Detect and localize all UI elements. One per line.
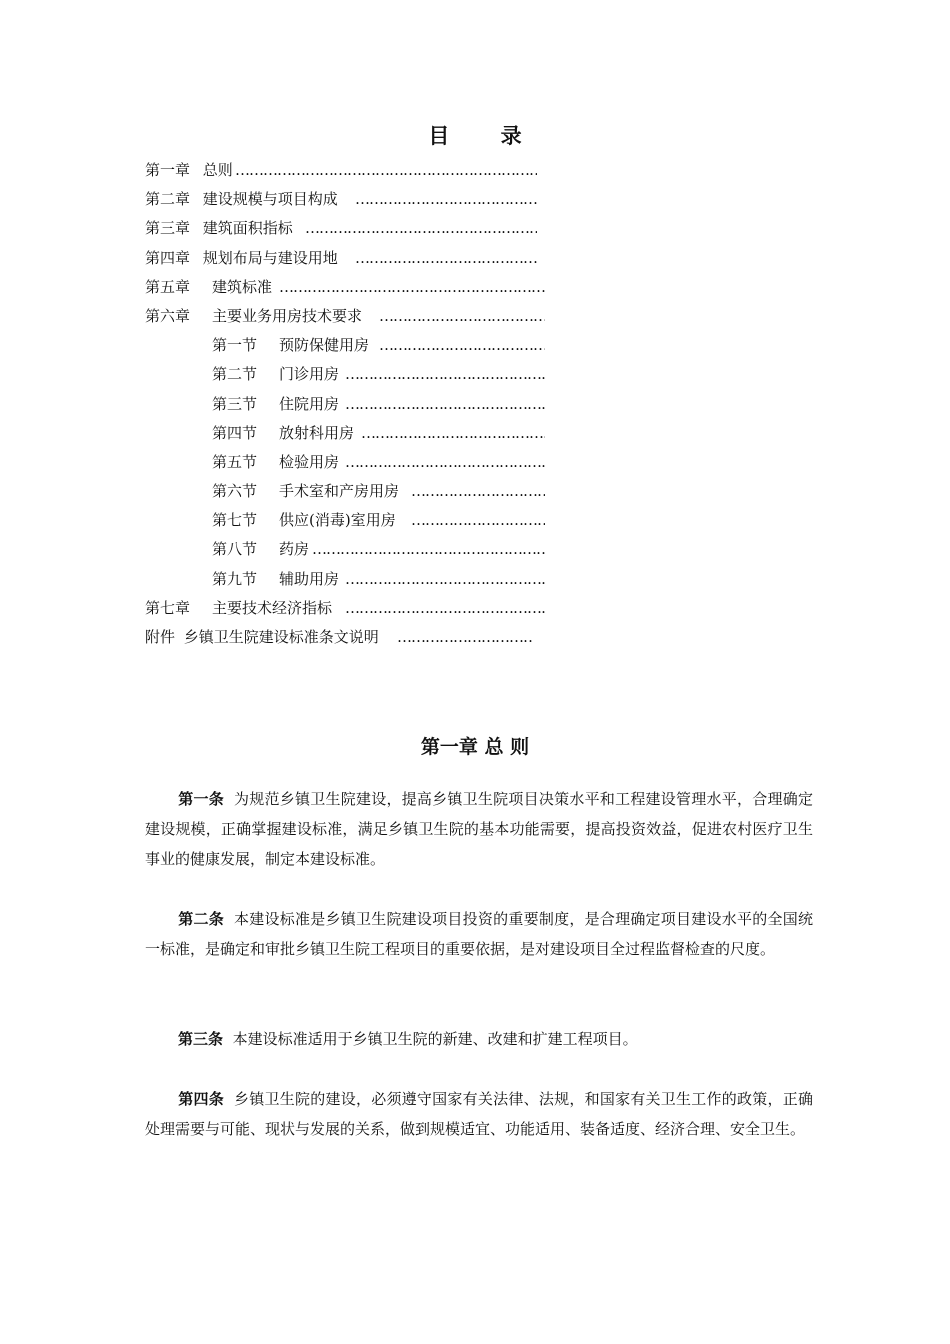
toc-entry-number: 第二节 xyxy=(212,365,258,384)
toc-entry-number: 第八节 xyxy=(212,540,258,559)
toc-leader-dots xyxy=(411,477,545,506)
article-label: 第二条 xyxy=(178,910,224,928)
article-1 xyxy=(145,784,813,874)
toc-leader-dots xyxy=(361,419,545,448)
toc-entry-number: 第五章 xyxy=(145,277,191,296)
toc-entry-number: 第二章 xyxy=(145,190,191,209)
toc-entry-section-2[interactable] xyxy=(145,360,565,389)
toc-leader-dots xyxy=(397,623,533,652)
toc-entry-number: 第六章 xyxy=(145,306,191,325)
toc-entry-text: 手术室和产房用房 xyxy=(279,482,400,501)
toc-entry-text: 检验用房 xyxy=(279,452,340,471)
toc-leader-dots xyxy=(345,594,545,623)
toc-entry-number: 第一节 xyxy=(212,336,258,355)
article-text: 本建设标准是乡镇卫生院建设项目投资的重要制度，是合理确定项目建设水平的全国统一标准，是确定和审批乡镇卫生院工程项目的重要依据，是对建设项目全过程监督检查的尺度。 xyxy=(145,910,813,958)
toc-entry-appendix[interactable] xyxy=(145,623,565,652)
toc-leader-dots xyxy=(345,360,545,389)
toc-entry-number: 第七章 xyxy=(145,598,191,617)
toc-entry-text: 辅助用房 xyxy=(279,569,340,588)
table-of-contents xyxy=(145,156,565,652)
toc-leader-dots xyxy=(279,273,545,302)
toc-entry-number: 第五节 xyxy=(212,452,258,471)
toc-entry-chapter-6[interactable] xyxy=(145,302,565,331)
toc-entry-text: 放射科用房 xyxy=(279,423,355,442)
toc-entry-number: 第三节 xyxy=(212,394,258,413)
toc-entry-text: 主要业务用房技术要求 xyxy=(212,306,363,325)
toc-entry-number: 第七节 xyxy=(212,511,258,530)
article-text: 乡镇卫生院的建设，必须遵守国家有关法律、法规，和国家有关卫生工作的政策，正确处理需要与可能、现状与发展的关系，做到规模适宜、功能适用、装备适度、经济合理、安全卫生。 xyxy=(145,1090,813,1138)
toc-entry-text: 规划布局与建设用地 xyxy=(202,248,338,267)
toc-entry-text: 药房 xyxy=(279,540,310,559)
toc-leader-dots xyxy=(379,331,545,360)
toc-entry-section-7[interactable] xyxy=(145,506,565,535)
toc-entry-text: 住院用房 xyxy=(279,394,340,413)
article-text: 本建设标准适用于乡镇卫生院的新建、改建和扩建工程项目。 xyxy=(232,1030,638,1048)
toc-leader-dots xyxy=(355,244,537,273)
toc-leader-dots xyxy=(345,565,545,594)
article-2 xyxy=(145,904,813,964)
article-label: 第四条 xyxy=(178,1090,224,1108)
article-4 xyxy=(145,1084,813,1144)
toc-leader-dots xyxy=(345,448,545,477)
toc-entry-text: 乡镇卫生院建设标准条文说明 xyxy=(183,628,379,646)
toc-entry-section-3[interactable] xyxy=(145,390,565,419)
toc-title: 目 录 xyxy=(428,123,544,148)
toc-entry-section-8[interactable] xyxy=(145,535,565,564)
article-3 xyxy=(145,1024,813,1054)
toc-entry-number: 第九节 xyxy=(212,569,258,588)
toc-entry-section-9[interactable] xyxy=(145,565,565,594)
toc-entry-section-4[interactable] xyxy=(145,419,565,448)
toc-leader-dots xyxy=(305,214,537,243)
toc-entry-number: 第四节 xyxy=(212,423,258,442)
toc-entry-text: 门诊用房 xyxy=(279,365,340,384)
toc-leader-dots xyxy=(345,390,545,419)
toc-leader-dots xyxy=(379,302,545,331)
toc-entry-text: 建筑标准 xyxy=(212,277,273,296)
chapter-title: 第一章 总 则 xyxy=(420,736,530,758)
toc-entry-text: 建设规模与项目构成 xyxy=(202,190,338,209)
toc-entry-text: 主要技术经济指标 xyxy=(212,598,333,617)
toc-entry-number: 第四章 xyxy=(145,248,191,267)
toc-leader-dots xyxy=(235,156,537,185)
toc-entry-number: 附件 xyxy=(145,628,176,646)
toc-entry-chapter-1[interactable] xyxy=(145,156,565,185)
toc-entry-number: 第六节 xyxy=(212,482,258,501)
toc-leader-dots xyxy=(355,185,537,214)
toc-entry-text: 供应(消毒)室用房 xyxy=(279,511,396,530)
toc-entry-chapter-5[interactable] xyxy=(145,273,565,302)
toc-leader-dots xyxy=(312,535,545,564)
toc-entry-section-6[interactable] xyxy=(145,477,565,506)
toc-entry-text: 总则 xyxy=(202,161,233,179)
toc-leader-dots xyxy=(411,506,545,535)
toc-entry-text: 建筑面积指标 xyxy=(202,219,293,238)
toc-entry-chapter-7[interactable] xyxy=(145,594,565,623)
toc-entry-chapter-3[interactable] xyxy=(145,214,565,243)
toc-entry-number: 第一章 xyxy=(145,161,191,179)
article-label: 第一条 xyxy=(178,790,224,808)
article-label: 第三条 xyxy=(178,1030,224,1048)
toc-entry-section-1[interactable] xyxy=(145,331,565,360)
article-text: 为规范乡镇卫生院建设，提高乡镇卫生院项目决策水平和工程建设管理水平，合理确定建设规模，正确掌握建设标准，满足乡镇卫生院的基本功能需要，提高投资效益，促进农村医疗卫生事业的健康发展，制定本建设标准。 xyxy=(145,790,813,868)
toc-entry-text: 预防保健用房 xyxy=(279,336,370,355)
toc-entry-chapter-2[interactable] xyxy=(145,185,565,214)
toc-entry-chapter-4[interactable] xyxy=(145,244,565,273)
toc-entry-number: 第三章 xyxy=(145,219,191,238)
toc-entry-section-5[interactable] xyxy=(145,448,565,477)
